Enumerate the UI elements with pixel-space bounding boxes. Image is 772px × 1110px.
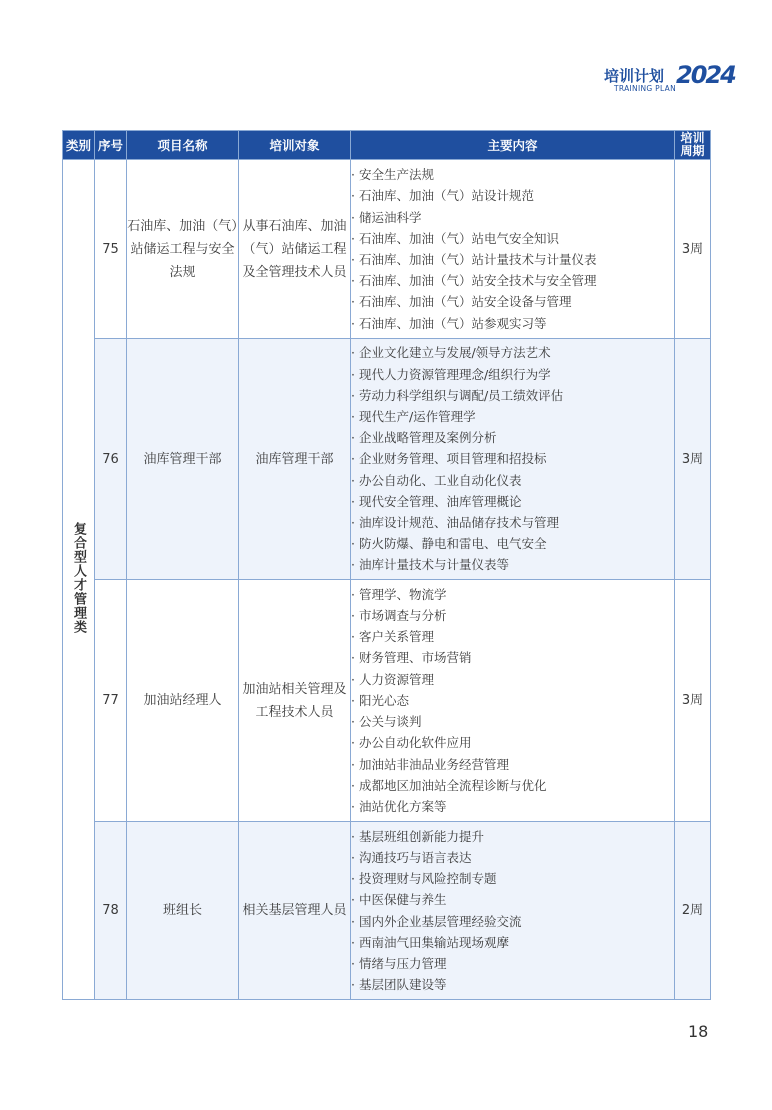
header-project: 项目名称 <box>127 131 239 160</box>
content-item: · 财务管理、市场营销 <box>351 650 472 666</box>
content-item: · 客户关系管理 <box>351 629 434 645</box>
training-target: 相关基层管理人员 <box>239 822 351 1000</box>
category-label: 复合型人才管理类 <box>71 521 86 634</box>
header-content: 主要内容 <box>351 131 675 160</box>
project-name: 石油库、加油（气）站储运工程与安全法规 <box>127 160 239 339</box>
content-list <box>351 584 674 817</box>
content-item: · 石油库、加油（气）站电气安全知识 <box>351 230 559 246</box>
training-period: 3周 <box>675 160 711 339</box>
training-period: 2周 <box>675 822 711 1000</box>
training-period: 3周 <box>675 339 711 580</box>
content-item: · 沟通技巧与语言表达 <box>351 849 472 865</box>
content-item: · 油站优化方案等 <box>351 798 447 814</box>
content-item: · 成都地区加油站全流程诊断与优化 <box>351 777 547 793</box>
content-item: · 石油库、加油（气）站安全技术与安全管理 <box>351 273 597 289</box>
header-category: 类别 <box>63 131 95 160</box>
content-item: · 办公自动化软件应用 <box>351 735 472 751</box>
row-number: 78 <box>95 822 127 1000</box>
content-item: · 阳光心态 <box>351 692 409 708</box>
content-item: · 石油库、加油（气）站设计规范 <box>351 188 534 204</box>
content-item: · 西南油气田集输站现场观摩 <box>351 934 509 950</box>
content-item: · 企业财务管理、项目管理和招投标 <box>351 451 547 467</box>
content-item: · 企业文化建立与发展/领导方法艺术 <box>351 345 551 361</box>
content-item: · 防火防爆、静电和雷电、电气安全 <box>351 536 547 552</box>
content-item: · 管理学、物流学 <box>351 586 447 602</box>
page-number: 18 <box>688 1022 709 1041</box>
content-item: · 现代生产/运作管理学 <box>351 408 476 424</box>
table-row <box>63 822 711 1000</box>
category-cell <box>63 160 95 1000</box>
content-list <box>351 164 674 334</box>
project-name: 油库管理干部 <box>127 339 239 580</box>
content-item: · 中医保健与养生 <box>351 892 447 908</box>
header-target: 培训对象 <box>239 131 351 160</box>
header-number: 序号 <box>95 131 127 160</box>
content-item: · 市场调查与分析 <box>351 608 447 624</box>
project-name: 加油站经理人 <box>127 580 239 822</box>
content-item: · 办公自动化、工业自动化仪表 <box>351 472 522 488</box>
logo-year: 2024 <box>676 61 735 89</box>
project-name: 班组长 <box>127 822 239 1000</box>
content-item: · 人力资源管理 <box>351 671 434 687</box>
training-target: 从事石油库、加油（气）站储运工程及全管理技术人员 <box>239 160 351 339</box>
content-item: · 石油库、加油（气）站参观实习等 <box>351 315 547 331</box>
content-item: · 加油站非油品业务经营管理 <box>351 756 509 772</box>
main-content <box>351 339 675 580</box>
content-item: · 投资理财与风险控制专题 <box>351 871 497 887</box>
table-header-row <box>63 131 711 160</box>
table-row <box>63 339 711 580</box>
content-item: · 油库计量技术与计量仪表等 <box>351 557 509 573</box>
logo-title: 培训计划 <box>604 67 665 85</box>
content-item: · 企业战略管理及案例分析 <box>351 430 497 446</box>
header-period: 培训周期 <box>675 131 711 160</box>
main-content <box>351 580 675 822</box>
content-item: · 基层班组创新能力提升 <box>351 828 484 844</box>
content-item: · 基层团队建设等 <box>351 977 447 993</box>
content-list <box>351 342 674 575</box>
row-number: 75 <box>95 160 127 339</box>
training-period: 3周 <box>675 580 711 822</box>
main-content <box>351 160 675 339</box>
training-plan-table <box>62 130 711 1000</box>
content-item: · 公关与谈判 <box>351 714 422 730</box>
content-item: · 石油库、加油（气）站计量技术与计量仪表 <box>351 252 597 267</box>
content-item: · 现代安全管理、油库管理概论 <box>351 493 522 509</box>
logo-subtitle: TRAINING PLAN <box>614 84 676 93</box>
content-item: · 国内外企业基层管理经验交流 <box>351 913 522 929</box>
content-item: · 安全生产法规 <box>351 167 434 183</box>
training-target: 加油站相关管理及工程技术人员 <box>239 580 351 822</box>
content-item: · 现代人力资源管理理念/组织行为学 <box>351 366 551 382</box>
content-list <box>351 826 674 996</box>
content-item: · 石油库、加油（气）站安全设备与管理 <box>351 294 572 310</box>
row-number: 76 <box>95 339 127 580</box>
content-item: · 情绪与压力管理 <box>351 955 447 971</box>
main-content <box>351 822 675 1000</box>
training-plan-logo <box>604 61 735 94</box>
table-row <box>63 160 711 339</box>
training-target: 油库管理干部 <box>239 339 351 580</box>
table-row <box>63 580 711 822</box>
content-item: · 油库设计规范、油品储存技术与管理 <box>351 515 559 530</box>
row-number: 77 <box>95 580 127 822</box>
content-item: · 劳动力科学组织与调配/员工绩效评估 <box>351 387 564 403</box>
content-item: · 储运油科学 <box>351 209 422 225</box>
